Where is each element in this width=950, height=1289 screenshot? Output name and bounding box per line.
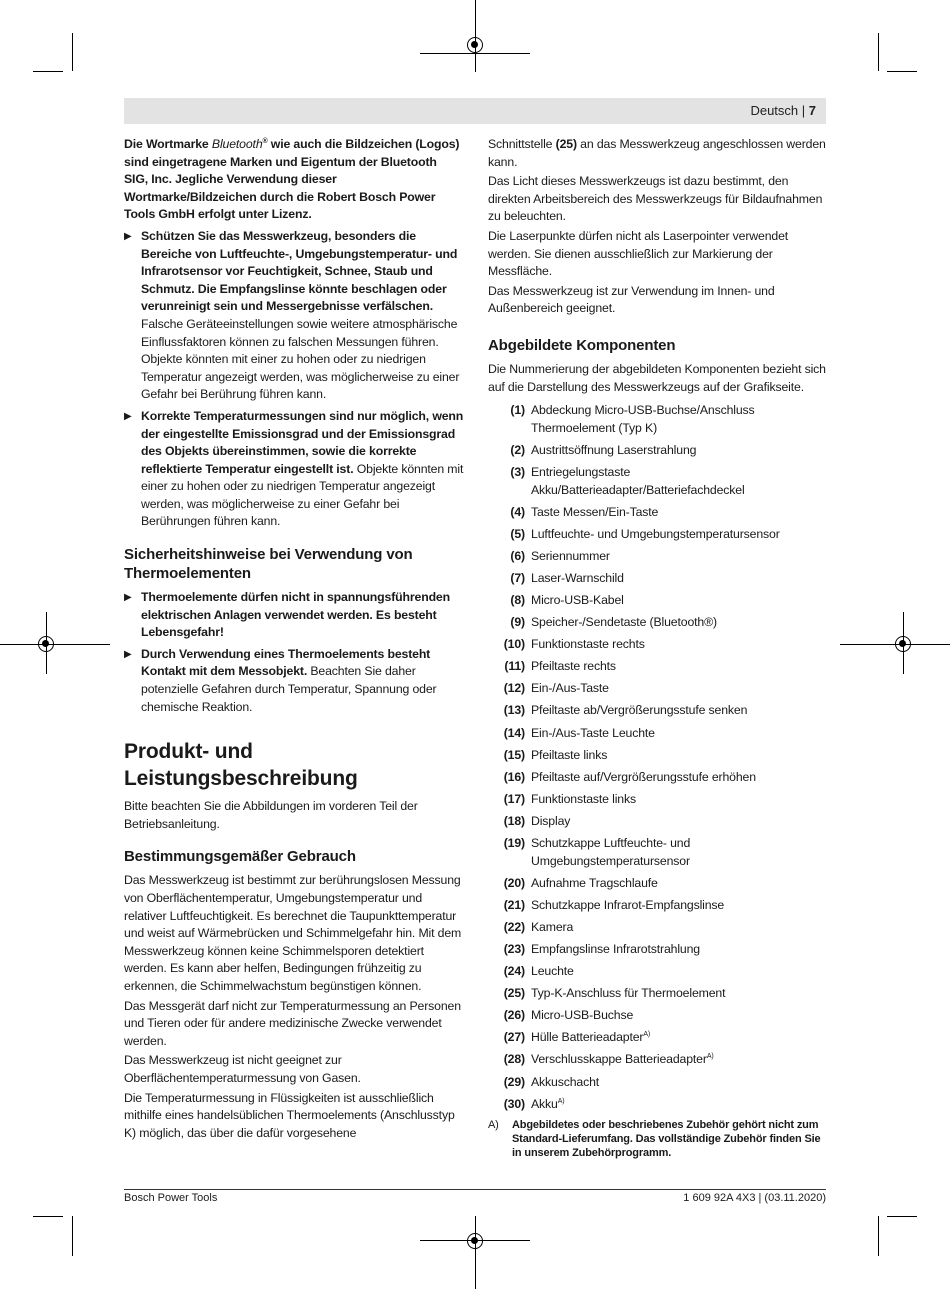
component-label: Kamera <box>531 919 574 934</box>
component-number: (9) <box>510 615 525 630</box>
component-number: (8) <box>510 592 525 607</box>
component-item <box>488 570 828 588</box>
component-item <box>488 504 828 522</box>
component-number: (30) <box>503 1096 525 1111</box>
component-item <box>488 402 828 437</box>
component-label: Aufnahme Tragschlaufe <box>531 875 658 890</box>
component-label: Austrittsöffnung Laserstrahlung <box>531 442 697 457</box>
component-item <box>488 526 828 544</box>
component-item <box>488 614 828 632</box>
component-number: (16) <box>503 769 525 784</box>
component-item <box>488 658 828 676</box>
component-label: Funktionstaste rechts <box>531 637 645 652</box>
component-item <box>488 1007 828 1025</box>
registration-mark-icon <box>38 636 54 652</box>
registration-line <box>475 0 476 72</box>
component-item <box>488 442 828 460</box>
component-label: Seriennummer <box>531 548 610 563</box>
component-label: Schutzkappe Luftfeuchte- und Umgebungstemperatursensor <box>531 836 691 868</box>
footer-brand: Bosch Power Tools <box>124 1192 218 1204</box>
footnote-mark: A) <box>488 1118 499 1131</box>
crop-mark <box>72 1216 73 1256</box>
component-item <box>488 725 828 743</box>
component-item <box>488 941 828 959</box>
footnote-ref: A) <box>706 1053 714 1061</box>
component-number: (14) <box>503 725 525 740</box>
page-number: 7 <box>808 103 816 118</box>
component-label: Speicher-/Sendetaste (Bluetooth®) <box>531 615 717 630</box>
component-number: (27) <box>503 1030 525 1045</box>
page-header <box>124 98 826 124</box>
bullet-arrow-icon: ▶ <box>124 410 132 422</box>
component-item <box>488 548 828 566</box>
chapter-heading-product: Produkt- und Leistungsbeschreibung <box>124 740 358 791</box>
component-item <box>488 919 828 937</box>
crop-mark <box>887 1216 917 1217</box>
component-item <box>488 1096 828 1114</box>
paragraph-figures: Bitte beachten Sie die Abbildungen im vorderen Teil der Betriebsanleitung. <box>124 799 418 831</box>
paragraph-usage: Die Temperaturmessung in Flüssigkeiten ist ausschließlich mithilfe eines handelsüblichen Thermoelements (Anschlusstyp K) möglich, das über die dafür vorgesehene <box>124 1090 455 1140</box>
component-number: (6) <box>510 548 525 563</box>
component-label: Funktionstaste links <box>531 791 636 806</box>
component-item <box>488 592 828 610</box>
component-number: (18) <box>503 813 525 828</box>
footer-doc-number: 1 609 92A 4X3 | (03.11.2020) <box>683 1192 826 1204</box>
component-label: Empfangslinse Infrarotstrahlung <box>531 941 700 956</box>
component-item <box>488 702 828 720</box>
component-label: Hülle Batterieadapter <box>531 1030 644 1045</box>
component-label: Schutzkappe Infrarot-Empfangslinse <box>531 897 725 912</box>
component-number: (17) <box>503 791 525 806</box>
registration-mark-icon <box>467 1233 483 1249</box>
component-item <box>488 835 828 870</box>
component-label: Akku <box>531 1096 558 1111</box>
component-item <box>488 985 828 1003</box>
paragraph-indoor: Das Messwerkzeug ist zur Verwendung im Innen- und Außenbereich geeignet. <box>488 283 775 316</box>
component-number: (10) <box>503 637 525 652</box>
paragraph-light: Das Licht dieses Messwerkzeugs ist dazu bestimmt, den direkten Arbeitsbereich des Messwerkzeugs für Bildaufnahmen zu beleuchten. <box>488 174 823 224</box>
component-item <box>488 680 828 698</box>
component-number: (13) <box>503 703 525 718</box>
crop-mark <box>878 33 879 71</box>
component-item <box>488 769 828 787</box>
crop-mark <box>72 33 73 71</box>
component-label: Display <box>531 813 571 828</box>
component-label: Typ-K-Anschluss für Thermoelement <box>531 986 726 1001</box>
component-number: (28) <box>503 1052 525 1067</box>
paragraph-usage: Das Messwerkzeug ist bestimmt zur berührungslosen Messung von Oberflächentemperatur, Umgebungstemperatur und relativer Luftfeuchtigkeit. Es berechnet die Taupunkttemperatur und weist auf Wärmebrücken und Schimmelgefahr hin. Mit dem Messwerkzeug können keine Schimmelsporen detektiert werden. Es kann aber helfen, Bedingungen frühzeitig zu erkennen, die Schimmelwachstum begünstigen können. <box>124 873 462 993</box>
crop-mark <box>33 1216 63 1217</box>
component-number: (19) <box>503 836 525 850</box>
paragraph-interface: Schnittstelle (25) an das Messwerkzeug angeschlossen werden kann. <box>488 137 826 169</box>
paragraph-laser: Die Laserpunkte dürfen nicht als Laserpointer verwendet werden. Sie dienen ausschließlich zur Markierung der Messfläche. <box>488 228 789 279</box>
component-number: (15) <box>503 747 525 762</box>
component-label: Ein-/Aus-Taste <box>531 681 609 696</box>
component-list <box>488 402 828 1113</box>
warning-item: ▶ Durch Verwendung eines Thermoelements besteht Kontakt mit dem Messobjekt. Beachten Sie daher potenzielle Gefahren durch Temperatur, Spannung oder chemische Reaktion. <box>124 646 437 714</box>
component-number: (25) <box>503 986 525 1001</box>
paragraph-usage: Das Messgerät darf nicht zur Temperaturmessung an Personen und Tieren oder für andere medizinische Zwecke verwendet werden. <box>124 998 461 1048</box>
registration-mark-icon <box>467 37 483 53</box>
registration-mark-icon <box>895 636 911 652</box>
header-text: Deutsch | 7 <box>750 103 816 118</box>
component-number: (22) <box>503 919 525 934</box>
component-number: (3) <box>510 464 525 479</box>
component-number: (11) <box>504 659 525 674</box>
header-language: Deutsch <box>750 103 799 118</box>
component-number: (24) <box>503 964 525 979</box>
component-item <box>488 1051 828 1069</box>
registration-line <box>475 1216 476 1289</box>
component-number: (4) <box>510 504 525 519</box>
component-label: Leuchte <box>531 964 574 979</box>
component-label: Pfeiltaste rechts <box>531 659 616 674</box>
component-item <box>488 963 828 981</box>
component-item <box>488 791 828 809</box>
component-label: Pfeiltaste auf/Vergrößerungsstufe erhöhen <box>531 769 756 784</box>
paragraph-numbering: Die Nummerierung der abgebildeten Komponenten bezieht sich auf die Darstellung des Messwerkzeugs auf der Grafikseite. <box>488 361 826 394</box>
component-number: (23) <box>503 941 525 956</box>
footnote-ref: A) <box>557 1097 565 1105</box>
component-label: Pfeiltaste links <box>531 747 608 762</box>
registration-line <box>420 53 530 54</box>
component-label: Pfeiltaste ab/Vergrößerungsstufe senken <box>531 703 748 718</box>
component-item <box>488 1074 828 1092</box>
component-number: (1) <box>510 403 525 418</box>
component-item <box>488 897 828 915</box>
component-label: Ein-/Aus-Taste Leuchte <box>531 725 655 740</box>
bullet-arrow-icon: ▶ <box>124 230 132 242</box>
left-column <box>124 136 464 1144</box>
component-label: Entriegelungstaste Akku/Batterieadapter/Batteriefachdeckel <box>531 464 745 497</box>
bullet-arrow-icon: ▶ <box>124 592 132 604</box>
warning-item: ▶ Korrekte Temperaturmessungen sind nur möglich, wenn der eingestellte Emissionsgrad und der Emissionsgrad des Objekts übereinstimmen, sowie die korrekte reflektierte Temperatur eingestellt ist. Objekte könnten mit einer zu hohen oder zu niedrigen Temperatur angezeigt werden, was möglicherweise zu einer Gefahr bei Berührungen führen kann. <box>124 408 464 529</box>
trademark-notice: Die Wortmarke Bluetooth® wie auch die Bildzeichen (Logos) sind eingetragene Marken und Eigentum der Bluetooth SIG, Inc. Jegliche Verwendung dieser Wortmarke/Bildzeichen durch die Robert Bosch Power Tools GmbH erfolgt unter Lizenz. <box>124 137 460 222</box>
component-item <box>488 875 828 893</box>
component-item <box>488 1029 828 1047</box>
component-label: Verschlusskappe Batterieadapter <box>531 1052 707 1067</box>
paragraph-usage: Das Messwerkzeug ist nicht geeignet zur Oberflächentemperaturmessung von Gasen. <box>124 1053 361 1085</box>
crop-mark <box>878 1216 879 1256</box>
component-label: Laser-Warnschild <box>531 570 624 585</box>
footnote-text: Abgebildetes oder beschriebenes Zubehör gehört nicht zum Standard-Lieferumfang. Das vollständige Zubehör finden Sie in unserem Zubehörprogramm. <box>512 1118 821 1159</box>
component-label: Luftfeuchte- und Umgebungstemperatursensor <box>531 526 780 541</box>
component-label: Micro-USB-Kabel <box>531 592 624 607</box>
component-item <box>488 813 828 831</box>
right-column <box>488 136 828 1160</box>
component-number: (21) <box>503 897 525 912</box>
crop-mark <box>887 71 917 72</box>
component-label: Abdeckung Micro-USB-Buchse/Anschluss Thermoelement (Typ K) <box>531 403 755 435</box>
component-number: (26) <box>503 1008 525 1023</box>
component-label: Akkuschacht <box>531 1074 600 1089</box>
footnote <box>488 1118 828 1160</box>
component-item <box>488 747 828 765</box>
section-heading-thermoelements: Sicherheitshinweise bei Verwendung von Thermoelementen <box>124 546 413 583</box>
component-item <box>488 636 828 654</box>
warning-item: ▶ Schützen Sie das Messwerkzeug, besonders die Bereiche von Luftfeuchte-, Umgebungstemperatur- und Infrarotsensor vor Feuchtigkeit, Schnee, Staub und Schmutz. Die Empfangslinse könnte beschlagen oder verunreinigt sein und Messergebnisse verfälschen. Falsche Geräteeinstellungen sowie weitere atmosphärische Einflussfaktoren können zu falschen Messungen führen. Objekte könnten mit einer zu hohen oder zu niedrigen Temperatur angezeigt werden, was möglicherweise zu einer Gefahr bei Berührung führen kann. <box>124 228 460 402</box>
component-number: (12) <box>503 681 525 696</box>
component-number: (5) <box>510 526 525 541</box>
crop-mark <box>33 71 63 72</box>
footer-rule <box>124 1189 826 1190</box>
component-label: Micro-USB-Buchse <box>531 1008 634 1023</box>
component-item <box>488 464 828 499</box>
section-heading-components: Abgebildete Komponenten <box>488 336 676 354</box>
component-number: (2) <box>510 442 525 457</box>
component-label: Taste Messen/Ein-Taste <box>531 504 659 519</box>
component-number: (20) <box>503 875 525 890</box>
component-number: (29) <box>503 1074 525 1089</box>
bullet-arrow-icon: ▶ <box>124 648 132 660</box>
warning-item: ▶ Thermoelemente dürfen nicht in spannungsführenden elektrischen Anlagen verwendet werden. Es besteht Lebensgefahr! <box>124 590 450 640</box>
footnote-ref: A) <box>643 1031 651 1039</box>
component-number: (7) <box>510 570 525 585</box>
section-heading-usage: Bestimmungsgemäßer Gebrauch <box>124 848 356 866</box>
registration-line <box>0 644 110 645</box>
